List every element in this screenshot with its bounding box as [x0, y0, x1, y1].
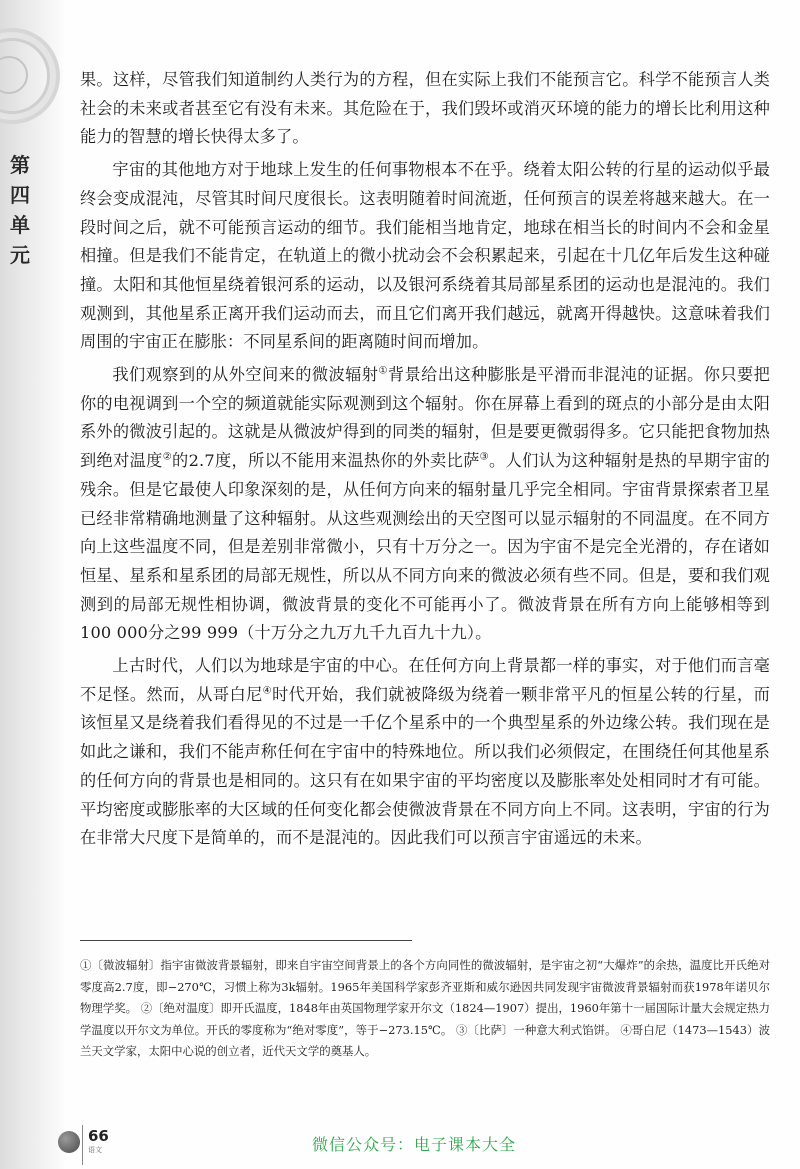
- page-dot-icon: [58, 1131, 80, 1153]
- footnote-ref-1: ①: [378, 365, 388, 377]
- main-text: [80, 66, 770, 857]
- paragraph-2: 宇宙的其他地方对于地球上发生的任何事物根本不在乎。绕着太阳公转的行星的运动似乎最终会变成混沌，尽管其时间尺度很长。这表明随着时间流逝，任何预言的误差将越来越大。在一段时间之后，就不可能预言运动的细节。我们能相当地肯定，地球在相当长的时间内不会和金星相撞。但是我们不能肯定，在轨道上的微小扰动会不会积累起来，引起在十几亿年后发生这种碰撞。太阳和其他恒星绕着银河系的运动，以及银河系绕着其局部星系团的运动也是混沌的。我们观测到，其他星系正离开我们运动而去，而且它们离开我们越远，就离开得越快。这意味着我们周围的宇宙正在膨胀：不同星系间的距离随时间而增加。: [80, 160, 770, 352]
- paragraph-4-text: 上古时代，人们以为地球是宇宙的中心。在任何方向上背景都一样的事实，对于他们而言毫不足怪。然而，从哥白尼: [80, 656, 770, 704]
- paragraph-3-text: 。人们认为这种辐射是热的早期宇宙的残余。但是它最使人印象深刻的是，从任何方向来的辐射量几乎完全相同。宇宙背景探索者卫星已经非常精确地测量了这种辐射。从这些观测绘出的天空图可以显示辐射的不同温度。在不同方向上这些温度不同，但是差别非常微小，只有十万分之一。因为宇宙不是完全光滑的，存在诸如恒星、星系和星系团的局部无规性，所以从不同方向来的微波必须有些不同。但是，要和我们观测到的局部无规性相协调，微波背景的变化不可能再小了。微波背景在所有方向上能够相等到100 000分之99 999（十万分之九万九千九百九十九）。: [80, 451, 770, 643]
- paragraph-4: [80, 652, 770, 853]
- footnote-4: ④哥白尼（1473—1543）波兰天文学家，太阳中心说的创立者，近代天文学的奠基人。: [80, 1022, 770, 1058]
- unit-label-char: 第: [10, 153, 30, 177]
- footnote-3: ③〔比萨〕一种意大利式馅饼。: [456, 1022, 617, 1037]
- page-divider: [82, 1125, 83, 1165]
- footnotes: [80, 955, 770, 1063]
- footnote-ref-3: ③: [479, 451, 489, 463]
- footnote-ref-2: ②: [162, 451, 173, 463]
- footnote-2: ②〔绝对温度〕即开氏温度，1848年由英国物理学家开尔文（1824—1907）提出，1960年第十一届国际计量大会规定热力学温度以开尔文为单位。开氏的零度称为“绝对零度”，等于−273.15℃。: [80, 1001, 770, 1037]
- unit-label-char: 单: [10, 213, 30, 237]
- paragraph-3-text: 背景给出这种膨胀是平滑而非混沌的证据。你只要把你的电视调到一个空的频道就能实际观测到这个辐射。你在屏幕上看到的斑点的小部分是由太阳系外的微波引起的。这就是从微波炉得到的同类的辐射，但是要更微弱得多。它只能把食物加热到绝对温度: [80, 365, 770, 471]
- page-subject: 语文: [88, 1146, 102, 1154]
- footnote-divider: [80, 940, 412, 941]
- paragraph-1: 果。这样，尽管我们知道制约人类行为的方程，但在实际上我们不能预言它。科学不能预言人类社会的未来或者甚至它有没有未来。其危险在于，我们毁坏或消灭环境的能力的增长比利用这种能力的智慧的增长快得太多了。: [80, 70, 770, 147]
- unit-label-char: 元: [10, 243, 30, 267]
- page-number: 66: [88, 1127, 109, 1145]
- page-footer: [0, 1125, 200, 1169]
- watermark: 微信公众号：电子课本大全: [312, 1135, 517, 1154]
- footnote-ref-4: ④: [262, 685, 273, 697]
- unit-label-char: 四: [10, 183, 30, 207]
- paragraph-4-text: 时代开始，我们就被降级为绕着一颗非常平凡的恒星公转的行星，而该恒星又是绕着我们看得见的不过是一千亿个星系中的一个典型星系的外边缘公转。我们现在是如此之谦和，我们不能声称任何在宇宙中的特殊地位。所以我们必须假定，在围绕任何其他星系的任何方向的背景也是相同的。这只有在如果宇宙的平均密度以及膨胀率处处相同时才有可能。平均密度或膨胀率的大区域的任何变化都会使微波背景在不同方向上不同。这表明，宇宙的行为在非常大尺度下是简单的，而不是混沌的。因此我们可以预言宇宙遥远的未来。: [80, 684, 770, 848]
- paragraph-3: [80, 361, 770, 648]
- paragraph-3-text: 我们观察到的从外空间来的微波辐射: [112, 365, 379, 385]
- unit-label: [6, 150, 34, 270]
- paragraph-3-text: 的2.7度，所以不能用来温热你的外卖比萨: [172, 451, 480, 471]
- footnote-1: ①〔微波辐射〕指宇宙微波背景辐射，即来自宇宙空间背景上的各个方向同性的微波辐射，是宇宙之初“大爆炸”的余热，温度比开氏绝对零度高2.7度，即−270℃，习惯上称为3k辐射。1965年美国科学家彭齐亚斯和威尔逊因共同发现宇宙微波背景辐射而获1978年诺贝尔物理学奖。: [80, 958, 770, 1015]
